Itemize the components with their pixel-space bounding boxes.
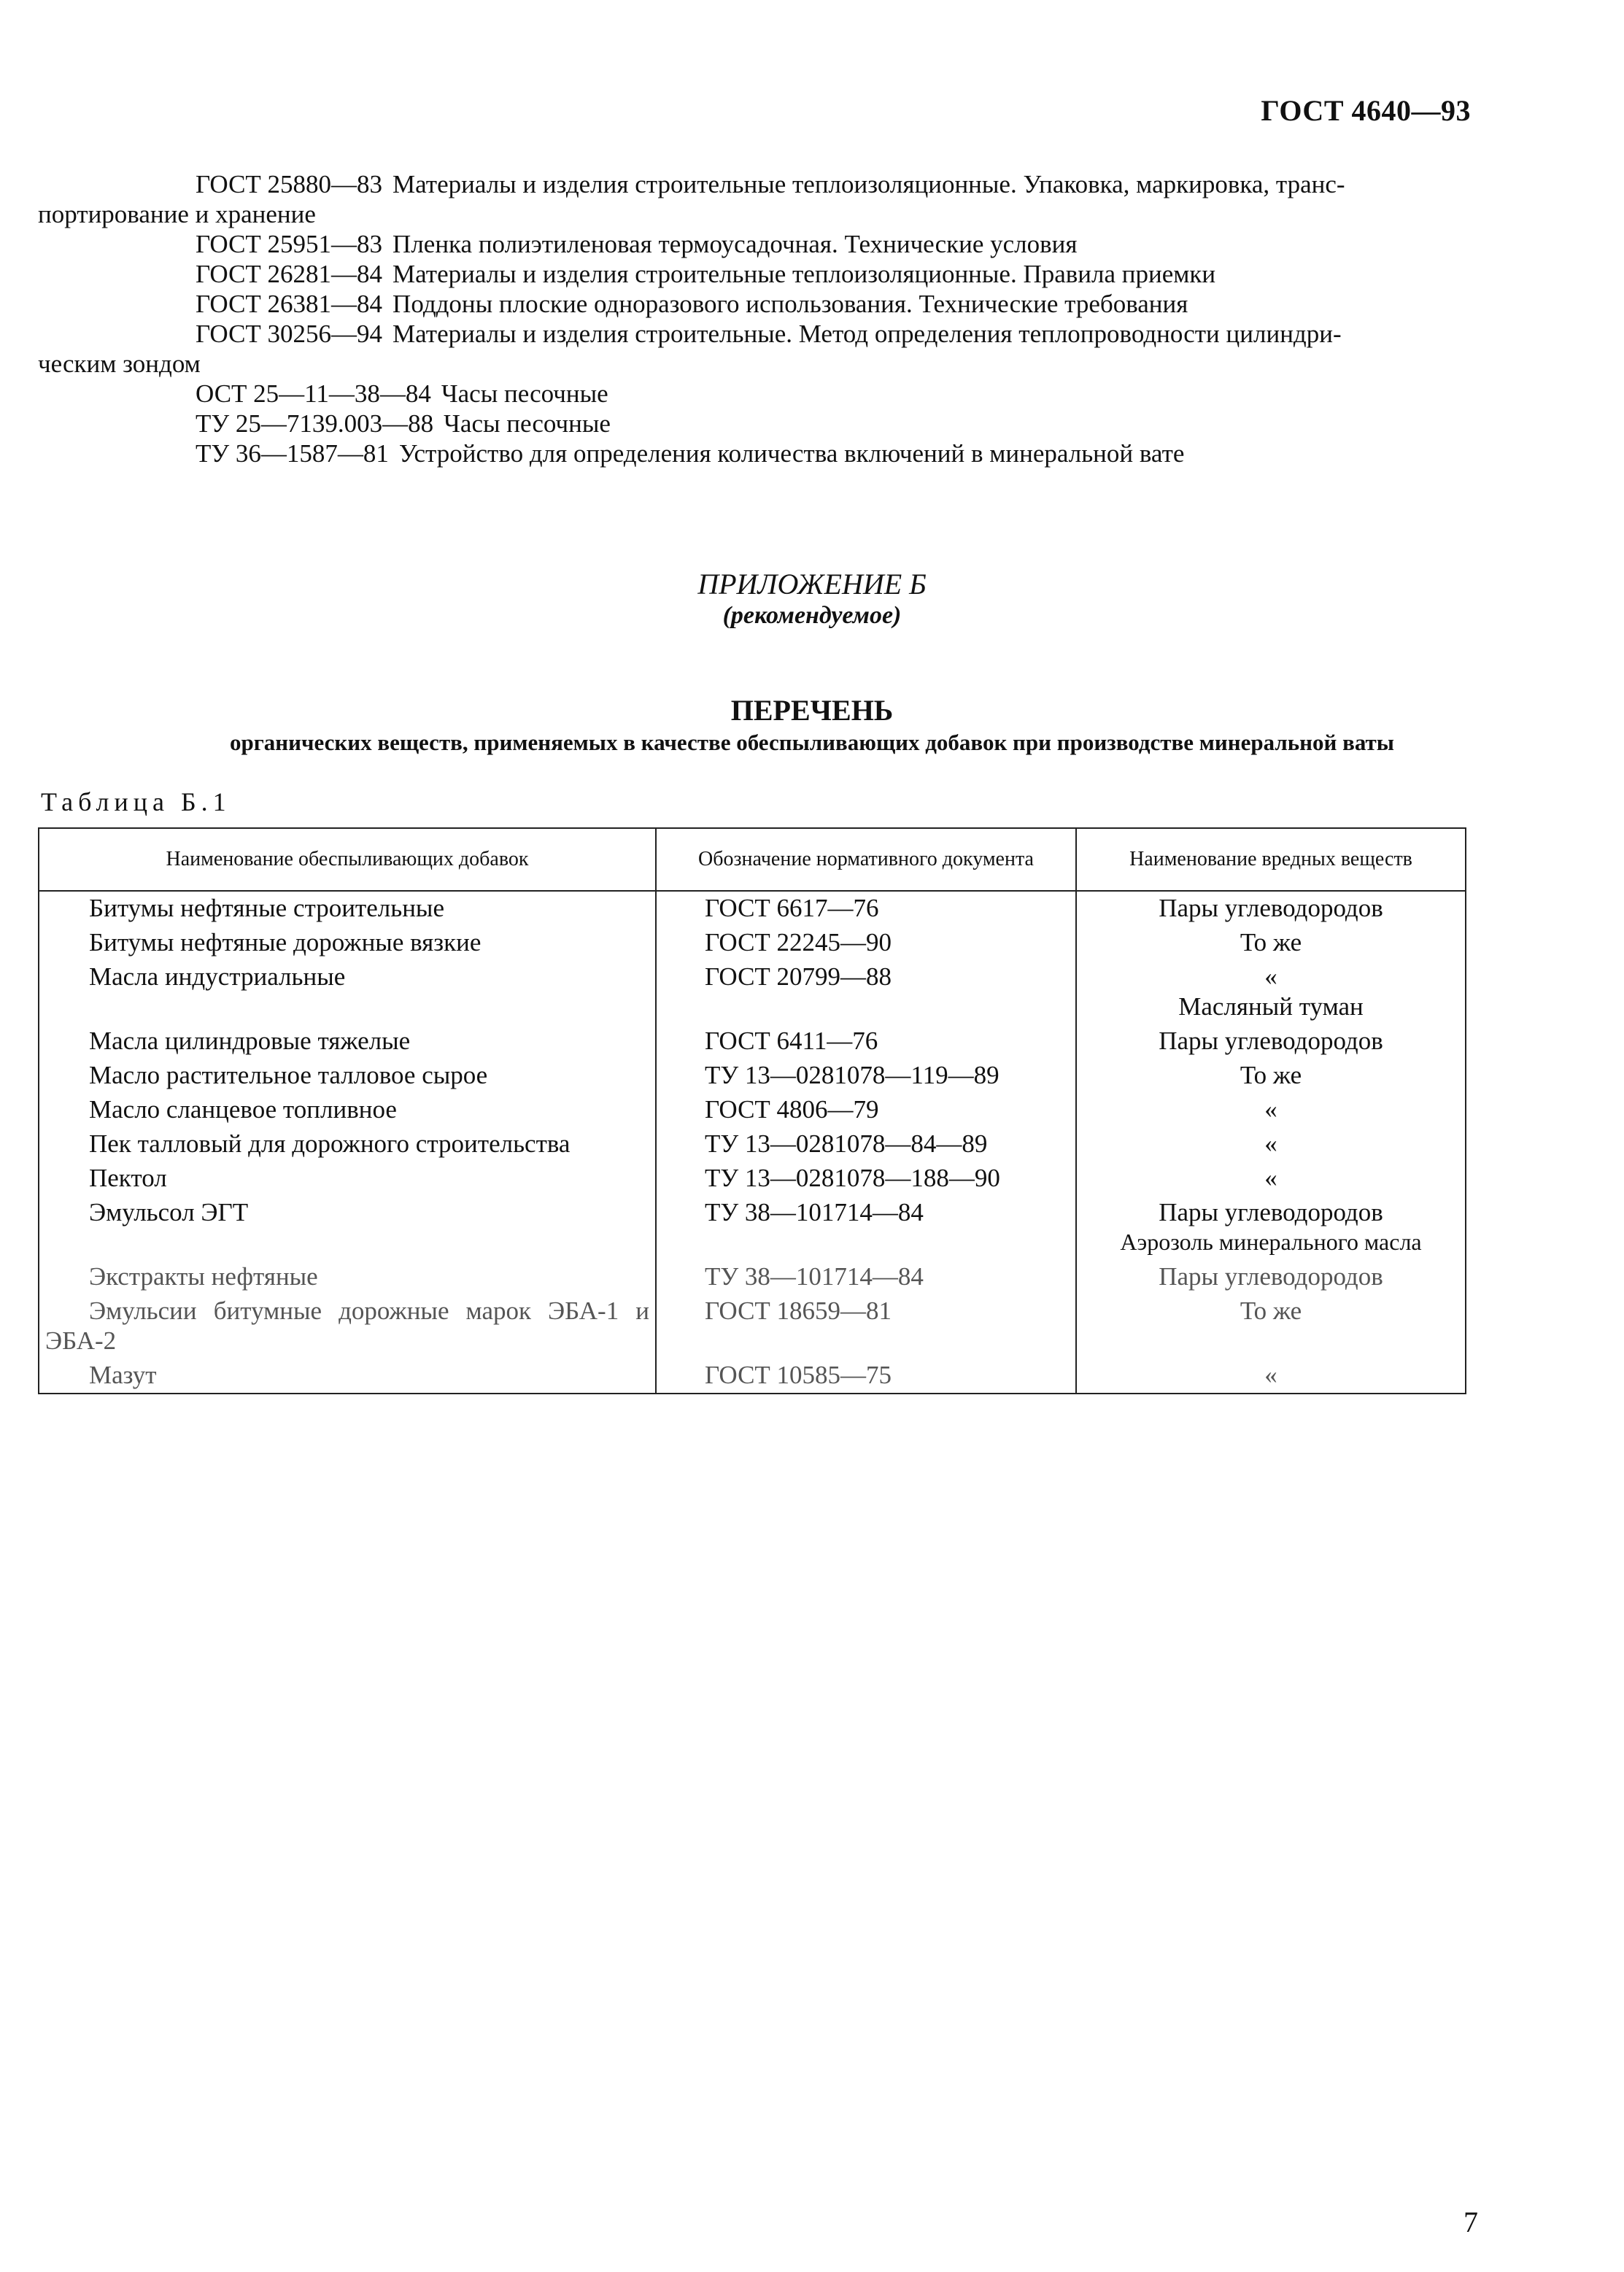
cell-additive-name: Битумы нефтяные дорожные вязкие (39, 926, 656, 960)
reference-code: ГОСТ 25951—83 (196, 230, 383, 258)
cell-document: ГОСТ 22245—90 (656, 926, 1076, 960)
cell-additive-name: Мазут (39, 1359, 656, 1394)
harmful-substance-line: « (1264, 1164, 1277, 1192)
reference-item (38, 379, 1482, 409)
reference-title: Пленка полиэтиленовая термоусадочная. Технические условия (393, 230, 1078, 258)
table-row (39, 1196, 1466, 1260)
harmful-substance-line: Пары углеводородов (1159, 1027, 1383, 1055)
cell-harmful-substances (1076, 1127, 1466, 1162)
table-row (39, 1260, 1466, 1294)
harmful-substance-line: « (1264, 1129, 1277, 1158)
reference-item (38, 229, 1482, 259)
reference-item (38, 169, 1482, 199)
cell-document: ГОСТ 18659—81 (656, 1294, 1076, 1359)
cell-harmful-substances (1076, 1359, 1466, 1394)
cell-additive-name: Масла цилиндровые тяжелые (39, 1024, 656, 1059)
cell-harmful-substances (1076, 1294, 1466, 1359)
table-row (39, 891, 1466, 926)
cell-document: ГОСТ 20799—88 (656, 960, 1076, 1024)
reference-title: Материалы и изделия строительные теплоизоляционные. Упаковка, маркировка, транс- (393, 170, 1345, 198)
cell-harmful-substances (1076, 1059, 1466, 1093)
cell-document: ГОСТ 4806—79 (656, 1093, 1076, 1127)
cell-additive-name: Битумы нефтяные строительные (39, 891, 656, 926)
reference-code: ГОСТ 25880—83 (196, 170, 383, 198)
harmful-substance-line: То же (1240, 1297, 1302, 1325)
reference-code: ГОСТ 26281—84 (196, 260, 383, 288)
harmful-substance-line: То же (1240, 1061, 1302, 1089)
cell-harmful-substances (1076, 960, 1466, 1024)
cell-harmful-substances (1076, 891, 1466, 926)
cell-additive-name: Масло растительное талловое сырое (39, 1059, 656, 1093)
reference-item (38, 319, 1482, 349)
reference-title: Материалы и изделия строительные теплоизоляционные. Правила приемки (393, 260, 1216, 288)
cell-harmful-substances (1076, 1196, 1466, 1260)
column-header-harmful: Наименование вредных веществ (1076, 828, 1466, 891)
harmful-substance-line: « (1264, 1095, 1277, 1124)
cell-document: ТУ 38—101714—84 (656, 1260, 1076, 1294)
normative-references (38, 169, 1482, 468)
reference-item (38, 438, 1482, 468)
appendix-subtitle: (рекомендуемое) (722, 602, 902, 629)
reference-code: ОСТ 25—11—38—84 (196, 379, 431, 408)
page-number: 7 (1463, 2206, 1478, 2238)
cell-additive-name: Пектол (39, 1162, 656, 1196)
cell-document: ТУ 13—0281078—84—89 (656, 1127, 1076, 1162)
table-row (39, 1024, 1466, 1059)
additives-table (38, 827, 1465, 1394)
table-row (39, 1127, 1466, 1162)
cell-document: ГОСТ 6617—76 (656, 891, 1076, 926)
reference-title: Поддоны плоские одноразового использования. Технические требования (393, 290, 1188, 318)
cell-document: ТУ 38—101714—84 (656, 1196, 1076, 1260)
harmful-substance-line: « (1264, 962, 1277, 991)
table-row (39, 960, 1466, 1024)
reference-title: Часы песочные (441, 379, 608, 408)
table-row (39, 1359, 1466, 1394)
column-header-document: Обозначение нормативного документа (656, 828, 1076, 891)
reference-title: Часы песочные (444, 409, 611, 438)
table-row (39, 926, 1466, 960)
cell-additive-name: Эмульсол ЭГТ (39, 1196, 656, 1260)
reference-title: Устройство для определения количества включений в минеральной вате (398, 439, 1185, 468)
table-label: Таблица Б.1 (41, 787, 231, 816)
cell-harmful-substances (1076, 1260, 1466, 1294)
cell-additive-name: Экстракты нефтяные (39, 1260, 656, 1294)
cell-document: ТУ 13—0281078—119—89 (656, 1059, 1076, 1093)
cell-document: ГОСТ 10585—75 (656, 1359, 1076, 1394)
table-header-row (39, 828, 1466, 891)
harmful-substance-line: Масляный туман (1178, 992, 1364, 1021)
cell-additive-name: Эмульсии битумные дорожные марок ЭБА-1 и ЭБА-2 (39, 1294, 656, 1359)
cell-document: ГОСТ 6411—76 (656, 1024, 1076, 1059)
harmful-substance-line: « (1264, 1361, 1277, 1389)
harmful-substance-line: Аэрозоль минерального масла (1120, 1229, 1422, 1255)
cell-harmful-substances (1076, 1093, 1466, 1127)
harmful-substance-line: Пары углеводородов (1159, 1198, 1383, 1226)
table-row (39, 1162, 1466, 1196)
table-row (39, 1093, 1466, 1127)
table-row (39, 1059, 1466, 1093)
reference-item (38, 259, 1482, 289)
cell-additive-name: Пек талловый для дорожного строительства (39, 1127, 656, 1162)
appendix-heading (0, 568, 1624, 630)
list-title: ПЕРЕЧЕНЬ (730, 694, 894, 727)
reference-item (38, 409, 1482, 438)
document-standard-number: ГОСТ 4640—93 (1261, 94, 1471, 127)
reference-code: ГОСТ 30256—94 (196, 320, 383, 348)
reference-code: ТУ 36—1587—81 (196, 439, 389, 468)
table-row (39, 1294, 1466, 1359)
cell-harmful-substances (1076, 1162, 1466, 1196)
column-header-additive: Наименование обеспыливающих добавок (39, 828, 656, 891)
cell-additive-name: Масло сланцевое топливное (39, 1093, 656, 1127)
cell-additive-name: Масла индустриальные (39, 960, 656, 1024)
reference-code: ТУ 25—7139.003—88 (196, 409, 434, 438)
harmful-substance-line: Пары углеводородов (1159, 1262, 1383, 1291)
reference-continuation: портирование и хранение (38, 200, 316, 228)
reference-code: ГОСТ 26381—84 (196, 290, 383, 318)
cell-harmful-substances (1076, 926, 1466, 960)
list-heading (0, 693, 1624, 757)
list-description: органических веществ, применяемых в качестве обеспыливающих добавок при производстве минеральной ваты (229, 730, 1394, 755)
appendix-title: ПРИЛОЖЕНИЕ Б (697, 568, 927, 600)
cell-document: ТУ 13—0281078—188—90 (656, 1162, 1076, 1196)
reference-continuation: ческим зондом (38, 349, 201, 378)
harmful-substance-line: Пары углеводородов (1159, 894, 1383, 922)
cell-harmful-substances (1076, 1024, 1466, 1059)
reference-item (38, 289, 1482, 319)
reference-title: Материалы и изделия строительные. Метод определения теплопроводности цилиндри- (393, 320, 1342, 348)
harmful-substance-line: То же (1240, 928, 1302, 957)
